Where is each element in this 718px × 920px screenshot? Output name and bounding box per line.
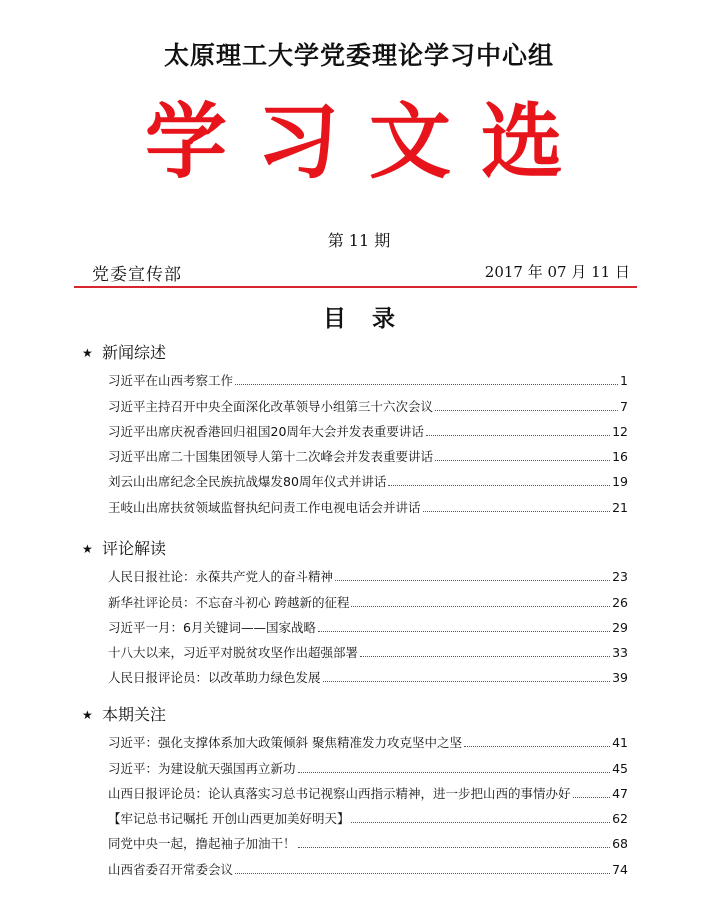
section-header [82, 703, 642, 727]
entry-page: 39 [612, 670, 628, 686]
toc-section-news [82, 341, 642, 517]
entry-title: 【牢记总书记嘱托 开创山西更加美好明天】 [108, 811, 350, 827]
section-title: 新闻综述 [102, 343, 167, 362]
entry-page: 68 [612, 836, 628, 852]
toc-entry[interactable] [108, 662, 628, 687]
toc-section-focus [82, 703, 642, 879]
toc-entry[interactable] [108, 612, 628, 637]
entry-title: 习近平出席二十国集团领导人第十二次峰会并发表重要讲话 [108, 449, 434, 465]
entry-title: 习近平在山西考察工作 [108, 373, 234, 389]
dot-leader [351, 822, 610, 823]
entry-page: 29 [612, 619, 628, 635]
toc-entry[interactable] [108, 828, 628, 853]
entry-page: 19 [612, 474, 628, 490]
toc-entry[interactable] [108, 561, 628, 586]
dot-leader [318, 631, 610, 632]
entry-page: 7 [620, 398, 628, 414]
entry-title: 习近平主持召开中央全面深化改革领导小组第三十六次会议 [108, 398, 434, 414]
issue-number: 第 11 期 [327, 231, 391, 250]
toc-entry[interactable] [108, 752, 628, 777]
star-icon: ★ [82, 346, 93, 360]
dot-leader [298, 847, 611, 848]
star-icon: ★ [82, 542, 93, 556]
dot-leader [298, 772, 611, 773]
entry-title: 山西日报评论员：论认真落实习总书记视察山西指示精神，进一步把山西的事情办好 [108, 785, 571, 801]
toc-section-commentary [82, 537, 642, 687]
entry-page: 45 [612, 760, 628, 776]
organization-title: 太原理工大学党委理论学习中心组 [163, 41, 554, 70]
section-header [82, 341, 642, 365]
section-title: 评论解读 [102, 539, 167, 558]
section-title: 本期关注 [102, 705, 167, 724]
entry-title: 山西省委召开常委会议 [108, 861, 234, 877]
entry-title: 习近平：为建设航天强国再立新功 [108, 760, 296, 776]
dot-leader [435, 460, 610, 461]
entry-title: 刘云山出席纪念全民族抗战爆发80周年仪式并讲话 [108, 474, 387, 490]
entry-page: 23 [612, 569, 628, 585]
entry-page: 33 [612, 645, 628, 661]
dot-leader [426, 435, 610, 436]
entry-page: 1 [620, 373, 628, 389]
dot-leader [435, 410, 618, 411]
entry-title: 人民日报社论：永葆共产党人的奋斗精神 [108, 569, 334, 585]
publish-date: 2017 年 07 月 11 日 [484, 263, 630, 281]
entry-title: 习近平出席庆祝香港回归祖国20周年大会并发表重要讲话 [108, 423, 424, 439]
toc-heading-char: 目 [323, 305, 346, 332]
entry-title: 十八大以来，习近平对脱贫攻坚作出超强部署 [108, 645, 359, 661]
toc-heading [0, 300, 718, 333]
dot-leader [323, 681, 611, 682]
entry-title: 王岐山出席扶贫领域监督执纪问责工作电视电话会并讲话 [108, 499, 421, 515]
entry-title: 习近平：强化支撑体系加大政策倾斜 聚焦精准发力攻克坚中之坚 [108, 735, 462, 751]
dot-leader [351, 606, 610, 607]
toc-entry[interactable] [108, 491, 628, 516]
toc-entry[interactable] [108, 365, 628, 390]
entry-page: 16 [612, 449, 628, 465]
dot-leader [360, 656, 610, 657]
entry-title: 习近平一月：6月关键词——国家战略 [108, 619, 316, 635]
toc-entry[interactable] [108, 778, 628, 803]
dot-leader [388, 485, 610, 486]
entry-page: 41 [612, 735, 628, 751]
department-label: 党委宣传部 [92, 265, 182, 285]
entry-title: 新华社评论员：不忘奋斗初心 跨越新的征程 [108, 594, 350, 610]
entry-page: 26 [612, 594, 628, 610]
toc-entry[interactable] [108, 727, 628, 752]
toc-entry[interactable] [108, 466, 628, 491]
masthead-title: 学习文选 [144, 94, 593, 190]
toc-entry[interactable] [108, 416, 628, 441]
star-icon: ★ [82, 708, 93, 722]
dot-leader [423, 511, 611, 512]
toc-entry[interactable] [108, 586, 628, 611]
toc-entry[interactable] [108, 441, 628, 466]
toc-heading-char: 录 [372, 305, 395, 332]
entry-page: 47 [612, 785, 628, 801]
dot-leader [235, 873, 610, 874]
toc-entry[interactable] [108, 853, 628, 878]
entry-page: 62 [612, 811, 628, 827]
dot-leader [464, 746, 610, 747]
header-divider [74, 286, 637, 288]
dot-leader [573, 797, 611, 798]
toc-entry[interactable] [108, 637, 628, 662]
toc-entry[interactable] [108, 390, 628, 415]
entry-page: 21 [612, 499, 628, 515]
entry-page: 74 [612, 861, 628, 877]
section-header [82, 537, 642, 561]
entry-title: 人民日报评论员：以改革助力绿色发展 [108, 670, 321, 686]
toc-entry[interactable] [108, 803, 628, 828]
dot-leader [335, 580, 610, 581]
entry-page: 12 [612, 423, 628, 439]
entry-title: 同党中央一起，撸起袖子加油干！ [108, 836, 296, 852]
dot-leader [235, 384, 618, 385]
